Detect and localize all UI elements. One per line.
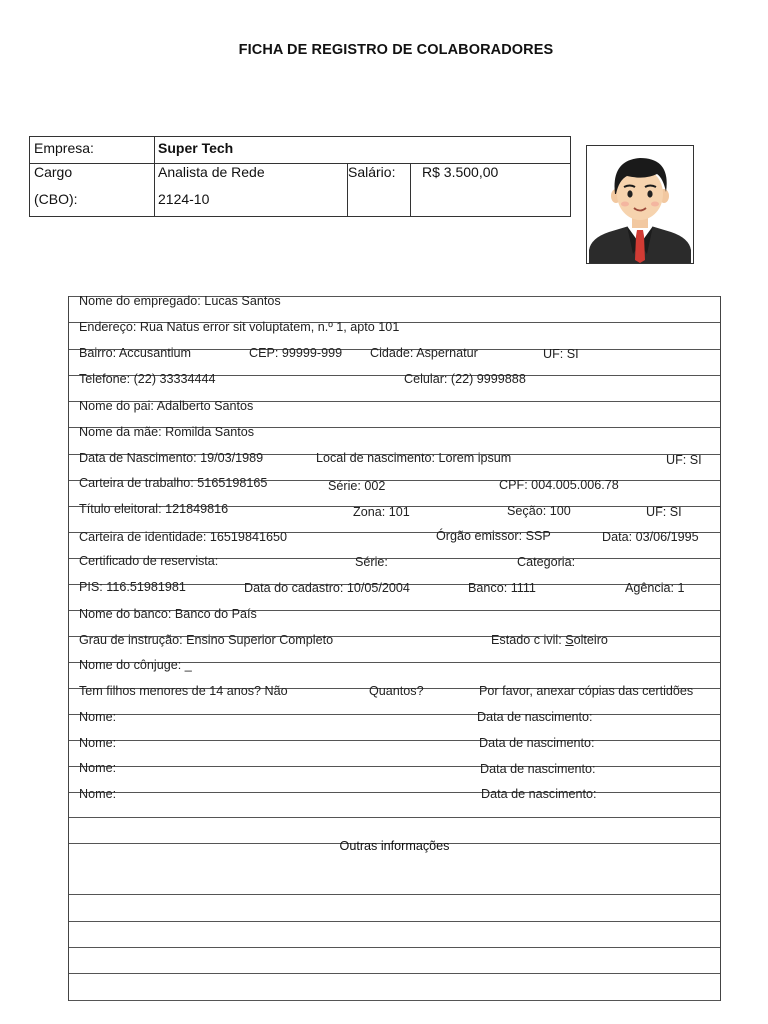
celular: Celular: (22) 9999888 <box>404 372 526 386</box>
estado-civil: Estado c ivil: Solteiro <box>491 633 608 647</box>
salario-value: R$ 3.500,00 <box>422 164 499 180</box>
nome-conjuge: Nome do cônjuge: _ <box>79 658 192 672</box>
serie-carteira: Série: 002 <box>328 479 386 493</box>
carteira-trabalho: Carteira de trabalho: 5165198165 <box>79 476 268 490</box>
anexar-certidoes: Por favor, anexar cópias das certidões <box>479 684 694 698</box>
employee-avatar-icon <box>587 146 693 263</box>
employee-form <box>68 296 721 1001</box>
nome-empregado: Nome do empregado: Lucas Santos <box>79 294 281 308</box>
filho-data-nascimento-4: Data de nascimento: <box>481 787 597 801</box>
cargo-label: Cargo <box>34 164 73 180</box>
employee-photo <box>586 145 694 264</box>
telefone: Telefone: (22) 33334444 <box>79 372 216 386</box>
agencia: Agência: 1 <box>625 581 685 595</box>
uf-titulo: UF: SI <box>646 505 682 519</box>
cargo-value: Analista de Rede <box>158 164 265 180</box>
categoria: Categoria: <box>517 555 576 569</box>
filho-nome-2: Nome: <box>79 736 117 750</box>
filho-data-nascimento-2: Data de nascimento: <box>479 736 595 750</box>
filho-nome-4: Nome: <box>79 787 117 801</box>
uf-nascimento: UF: SI <box>666 453 702 467</box>
bairro: Bairro: Accusantium <box>79 346 191 360</box>
cidade: Cidade: Aspernatur <box>370 346 478 360</box>
secao: Seção: 100 <box>507 504 571 518</box>
cpf: CPF: 004.005.006.78 <box>499 478 619 492</box>
carteira-identidade: Carteira de identidade: 16519841650 <box>79 530 287 544</box>
cbo-label: (CBO): <box>34 191 78 207</box>
nome-mae: Nome da mãe: Romilda Santos <box>79 425 254 439</box>
outras-informacoes: Outras informações <box>339 839 450 853</box>
cbo-value: 2124-10 <box>158 191 210 207</box>
grau-instrucao: Grau de instrução: Ensino Superior Completo <box>79 633 334 647</box>
salario-label: Salário: <box>348 164 396 180</box>
cep: CEP: 99999-999 <box>249 346 343 360</box>
banco: Banco: 1111 <box>468 581 536 595</box>
filho-data-nascimento-1: Data de nascimento: <box>477 710 593 724</box>
nome-pai: Nome do pai: Adalberto Santos <box>79 399 254 413</box>
data-identidade: Data: 03/06/1995 <box>602 530 699 544</box>
company-table <box>29 136 571 217</box>
filho-nome-1: Nome: <box>79 710 117 724</box>
orgao-emissor: Órgão emissor: SSP <box>436 529 551 543</box>
serie-reservista: Série: <box>355 555 388 569</box>
nome-banco: Nome do banco: Banco do País <box>79 607 257 621</box>
empresa-value: Super Tech <box>158 140 234 156</box>
data-cadastro: Data do cadastro: 10/05/2004 <box>244 581 410 595</box>
pis: PIS: 116.51981981 <box>79 580 186 594</box>
quantos: Quantos? <box>369 684 424 698</box>
endereco: Endereço: Rua Natus error sit voluptatem, n.º 1, apto 101 <box>79 320 400 334</box>
filho-data-nascimento-3: Data de nascimento: <box>480 762 596 776</box>
titulo-eleitoral: Título eleitoral: 121849816 <box>79 502 229 516</box>
local-nascimento: Local de nascimento: Lorem ipsum <box>316 451 512 465</box>
uf-endereco: UF: SI <box>543 347 579 361</box>
filho-nome-3: Nome: <box>79 761 117 775</box>
empresa-label: Empresa: <box>34 140 94 156</box>
zona: Zona: 101 <box>353 505 410 519</box>
page-title: FICHA DE REGISTRO DE COLABORADORES <box>238 42 554 58</box>
filhos-menores: Tem filhos menores de 14 anos? Não <box>79 684 288 698</box>
certificado-reservista: Certificado de reservista: <box>79 554 219 568</box>
data-nascimento: Data de Nascimento: 19/03/1989 <box>79 451 264 465</box>
